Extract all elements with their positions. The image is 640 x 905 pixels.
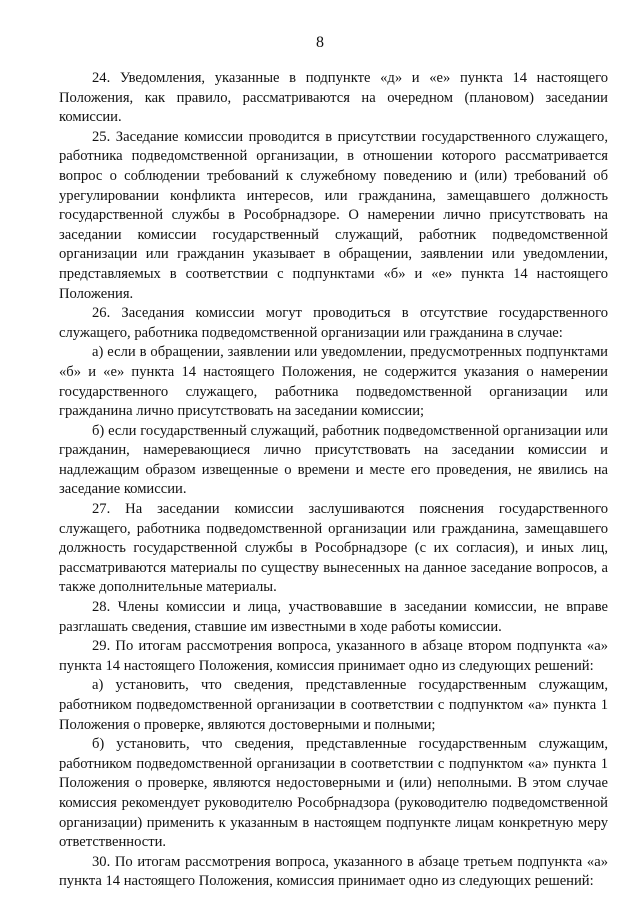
paragraph-24: 24. Уведомления, указанные в подпункте «д» и «е» пункта 14 настоящего Положения, как правило, рассматриваются на очередном (плановом) заседании комиссии. bbox=[59, 70, 608, 126]
paragraph-29-a: а) установить, что сведения, представленные государственным служащим, работником подведомственной организации в соответствии с подпунктом «а» пункта 1 Положения о проверке, являются достоверными и полными; bbox=[59, 677, 608, 733]
document-body bbox=[59, 69, 608, 892]
paragraph-25: 25. Заседание комиссии проводится в присутствии государственного служащего, работника подведомственной организации, в отношении которого рассматривается вопрос о соблюдении требований к служебному поведению и (или) требований об урегулировании конфликта интересов, или гражданина, замещавшего должность государственной службы в Рособрнадзоре. О намерении лично присутствовать на заседании комиссии государственный служащий, работник подведомственной организации или гражданин указывает в обращении, заявлении или уведомлении, представляемых в соответствии с подпунктами «б» и «е» пункта 14 настоящего Положения. bbox=[59, 128, 608, 302]
paragraph-29: 29. По итогам рассмотрения вопроса, указанного в абзаце втором подпункта «а» пункта 14 настоящего Положения, комиссия принимает одно из следующих решений: bbox=[59, 638, 608, 674]
paragraph-26-b: б) если государственный служащий, работник подведомственной организации или гражданин, намеревающиеся лично присутствовать на заседании комиссии и надлежащим образом извещенные о времени и месте его проведения, не явились на заседание комиссии. bbox=[59, 422, 608, 498]
paragraph-28: 28. Члены комиссии и лица, участвовавшие в заседании комиссии, не вправе разглашать сведения, ставшие им известными в ходе работы комиссии. bbox=[59, 599, 608, 635]
paragraph-26-a: а) если в обращении, заявлении или уведомлении, предусмотренных подпунктами «б» и «е» пункта 14 настоящего Положения, не содержится указания о намерении государственного служащего, работника подведомственной организации или гражданина лично присутствовать на заседании комиссии; bbox=[59, 344, 608, 420]
page-number: 8 bbox=[316, 34, 324, 51]
paragraph-29-b: б) установить, что сведения, представленные государственным служащим, работником подведомственной организации в соответствии с подпунктом «а» пункта 1 Положения о проверке, являются недостоверными и (или) неполными. В этом случае комиссия рекомендует руководителю Рособрнадзора (руководителю подведомственной организации) применить к указанным в настоящем подпункте лицам конкретную меру ответственности. bbox=[59, 736, 608, 851]
paragraph-30: 30. По итогам рассмотрения вопроса, указанного в абзаце третьем подпункта «а» пункта 14 настоящего Положения, комиссия принимает одно из следующих решений: bbox=[59, 853, 608, 890]
paragraph-26: 26. Заседания комиссии могут проводиться в отсутствие государственного служащего, работника подведомственной организации или гражданина в случае: bbox=[59, 305, 608, 341]
paragraph-27: 27. На заседании комиссии заслушиваются пояснения государственного служащего, работника подведомственной организации или гражданина, замещавшего должность государственной службы в Рособрнадзоре (с их согласия), и иных лиц, рассматриваются материалы по существу вынесенных на данное заседание вопросов, а также дополнительные материалы. bbox=[59, 501, 608, 596]
